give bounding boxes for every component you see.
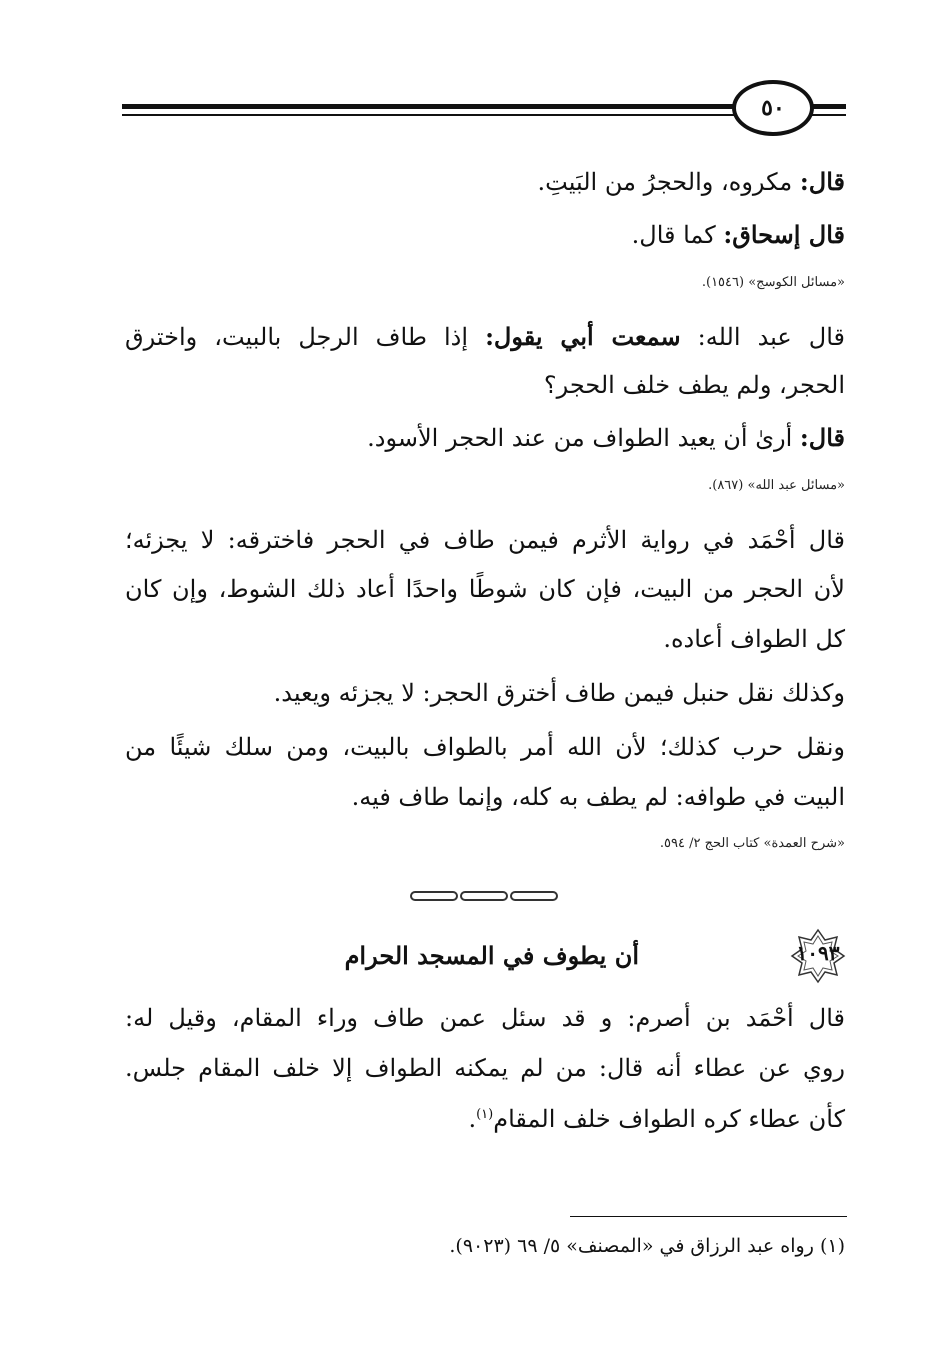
paragraph-3-line-2: الحجر، ولم يطف خلف الحجر؟ — [543, 371, 845, 399]
page-number: ٥٠ — [761, 95, 785, 121]
section-line-1: قال أحْمَد بن أصرم: و قد سئل عمن طاف وراء المقام، وقيل له: — [125, 1004, 845, 1032]
header-rule — [122, 104, 734, 120]
section-line-3 — [468, 1100, 845, 1134]
header-rule-right — [812, 104, 846, 120]
section-number: ١٠٩٣ — [796, 941, 840, 965]
paragraph-text: . — [468, 1105, 477, 1133]
paragraph-6: وكذلك نقل حنبل فيمن طاف أخترق الحجر: لا يجزئه ويعيد. — [273, 679, 845, 707]
source-reference: «مسائل الكوسج» (١٥٤٦). — [701, 275, 845, 290]
divider-ornament — [410, 889, 558, 903]
paragraph-7-line-2: البيت في طوافه: لم يطف به كله، وإنما طاف فيه. — [351, 783, 845, 811]
footnote-marker: (١) — [819, 1235, 845, 1257]
speaker-label: سمعت أبي يقول: — [485, 322, 681, 351]
footnote — [449, 1235, 845, 1257]
paragraph-5-line-2: لأن الحجر من البيت، فإن كان شوطًا واحدًا أعاد ذلك الشوط، وإن كان — [125, 575, 845, 603]
speaker-label: قال إسحاق: — [723, 220, 845, 249]
footnote-rule — [570, 1216, 847, 1217]
paragraph-text: كما قال. — [631, 221, 716, 249]
speaker-label: قال: — [799, 167, 845, 196]
paragraph-1 — [538, 167, 845, 197]
footnote-text: رواه عبد الرزاق في «المصنف» ٥/ ٦٩ (٩٠٢٣). — [449, 1235, 814, 1257]
source-reference: «شرح العمدة» كتاب الحج ٢/ ٥٩٤. — [659, 836, 845, 851]
page-number-badge — [732, 80, 814, 136]
source-reference: «مسائل عبد الله» (٨٦٧). — [708, 478, 845, 493]
paragraph-text: أرىٰ أن يعيد الطواف من عند الحجر الأسود. — [367, 424, 793, 452]
speaker-label: قال: — [799, 423, 845, 452]
paragraph-5-line-1: قال أحْمَد في رواية الأثرم فيمن طاف في الحجر فاخترقه: لا يجزئه؛ — [125, 526, 845, 554]
paragraph-text: قال عبد الله: — [680, 323, 845, 351]
section-title: أن يطوف في المسجد الحرام — [344, 941, 639, 970]
paragraph-text: إذا طاف الرجل بالبيت، واخترق — [125, 323, 486, 351]
paragraph-4 — [367, 423, 845, 453]
paragraph-text: كأن عطاء كره الطواف خلف المقام — [493, 1105, 845, 1133]
paragraph-5-line-3: كل الطواف أعاده. — [663, 625, 845, 653]
paragraph-text: مكروه، والحجرُ من البَيتِ. — [537, 168, 793, 196]
paragraph-2 — [632, 220, 845, 250]
footnote-marker: (١) — [476, 1107, 494, 1122]
paragraph-7-line-1: ونقل حرب كذلك؛ لأن الله أمر بالطواف بالبيت، ومن سلك شيئًا من — [125, 733, 845, 761]
section-line-2: روي عن عطاء أنه قال: من لم يمكنه الطواف إلا خلف المقام جلس. — [125, 1054, 845, 1082]
paragraph-3-line-1 — [125, 322, 845, 352]
